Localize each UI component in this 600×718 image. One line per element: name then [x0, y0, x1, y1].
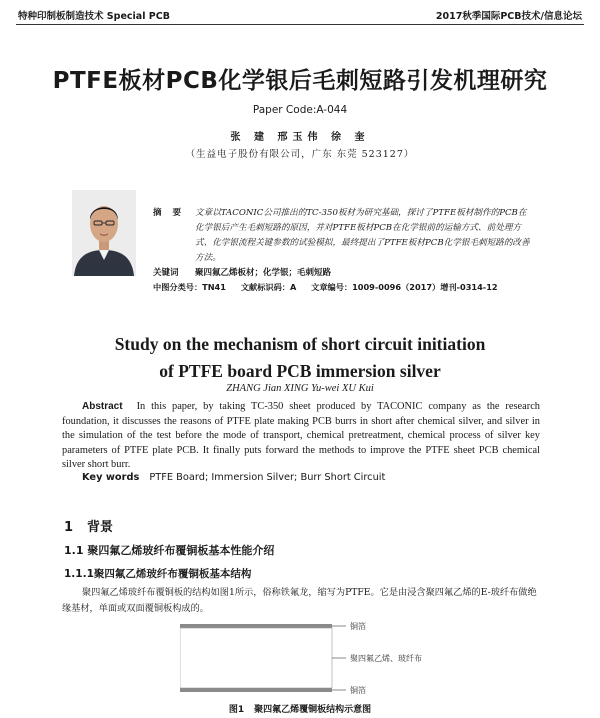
substrate-layer — [180, 628, 332, 688]
laminate-structure-diagram — [180, 620, 480, 696]
document-code: 文献标识码：A — [240, 282, 297, 292]
section-1-number: 1 — [64, 520, 74, 535]
paper-title-en — [0, 331, 600, 385]
keywords-cn-text: 聚四氟乙烯板材；化学银；毛刺短路 — [195, 268, 332, 278]
figure-caption-number: 图1 — [228, 705, 245, 715]
article-number: 文章编号：1009-0096（2017）增刊-0314-12 — [311, 282, 498, 292]
title-en-line2: of PTFE board PCB immersion silver — [159, 361, 441, 381]
running-header — [18, 8, 582, 22]
author-photo-image — [72, 190, 136, 276]
header-left: 特种印制板制造技术 Special PCB — [18, 11, 170, 22]
section-1-1-1-heading: 1.1.1聚四氟乙烯玻纤布覆铜板基本结构 — [64, 568, 252, 580]
section-1-heading — [64, 516, 113, 535]
abstract-en-label: Abstract — [82, 401, 123, 412]
section-1-title: 背景 — [87, 520, 114, 535]
label-copper-top: 铜箔 — [350, 622, 366, 631]
keywords-cn-label: 关键词 — [153, 268, 179, 278]
clc-number: 中图分类号：TN41 — [153, 282, 226, 292]
abstract-en — [62, 400, 540, 473]
abstract-cn-label: 摘 要 — [153, 208, 185, 218]
keywords-en-label: Key words — [82, 472, 140, 483]
keywords-en — [82, 472, 385, 483]
author-photo — [72, 190, 136, 276]
abstract-cn-text: 文章以TACONIC公司推出的TC-350板材为研究基础，探讨了PTFE板材制作的PCB在化学银后产生毛刺短路的原因，并对PTFE板材PCB在化学银前的运输方式、前处理方式、化学银流程关键参数的试验模拟，最终提出了PTFE板材PCB化学银毛刺短路的改善方法。 — [195, 208, 530, 263]
authors-en: ZHANG Jian XING Yu-wei XU Kui — [226, 383, 374, 394]
figure-1-caption — [0, 702, 600, 715]
body-paragraph: 聚四氟乙烯玻纤布覆铜板的结构如图1所示，俗称铁氟龙，缩写为PTFE。它是由浸含聚四氟乙烯的E-玻纤布做绝缘基材，单面或双面覆铜板构成的。 — [62, 587, 537, 614]
section-1-1-heading: 1.1 聚四氟乙烯玻纤布覆铜板基本性能介绍 — [64, 544, 275, 557]
classification-line — [153, 282, 510, 293]
label-copper-bottom: 铜箔 — [350, 686, 366, 695]
title-en-line1: Study on the mechanism of short circuit initiation — [114, 334, 486, 354]
label-substrate: 聚四氟乙烯、玻纤布 — [350, 654, 422, 663]
paper-code: Paper Code:A-044 — [252, 104, 348, 116]
paper-title-cn: PTFE板材PCB化学银后毛刺短路引发机理研究 — [52, 68, 548, 94]
affiliation-cn: （生益电子股份有限公司，广东 东莞 523127） — [185, 149, 415, 160]
abstract-en-text: In this paper, by taking TC-350 sheet produced by TACONIC company as the research foundation, it discusses the reasons of PTFE plate making PCB burrs in short after chemical silver, and silver in the simulation of the test before the mode of transport, chemical pretreatment, chemical process of silver key parameters of PTFE plate PCB. It finally puts forward the methods to improve the PTFE sheet PCB chemical silver short burr. — [62, 401, 540, 471]
figure-1 — [180, 620, 480, 696]
copper-layer-bottom — [180, 688, 332, 692]
authors-cn: 张 建 邢玉伟 徐 奎 — [230, 132, 370, 143]
header-right: 2017秋季国际PCB技术/信息论坛 — [435, 11, 582, 22]
keywords-en-text: PTFE Board; Immersion Silver; Burr Short Circuit — [149, 472, 386, 483]
header-rule — [16, 24, 584, 25]
figure-caption-text: 聚四氟乙烯覆铜板结构示意图 — [254, 705, 372, 715]
copper-layer-top — [180, 624, 332, 628]
